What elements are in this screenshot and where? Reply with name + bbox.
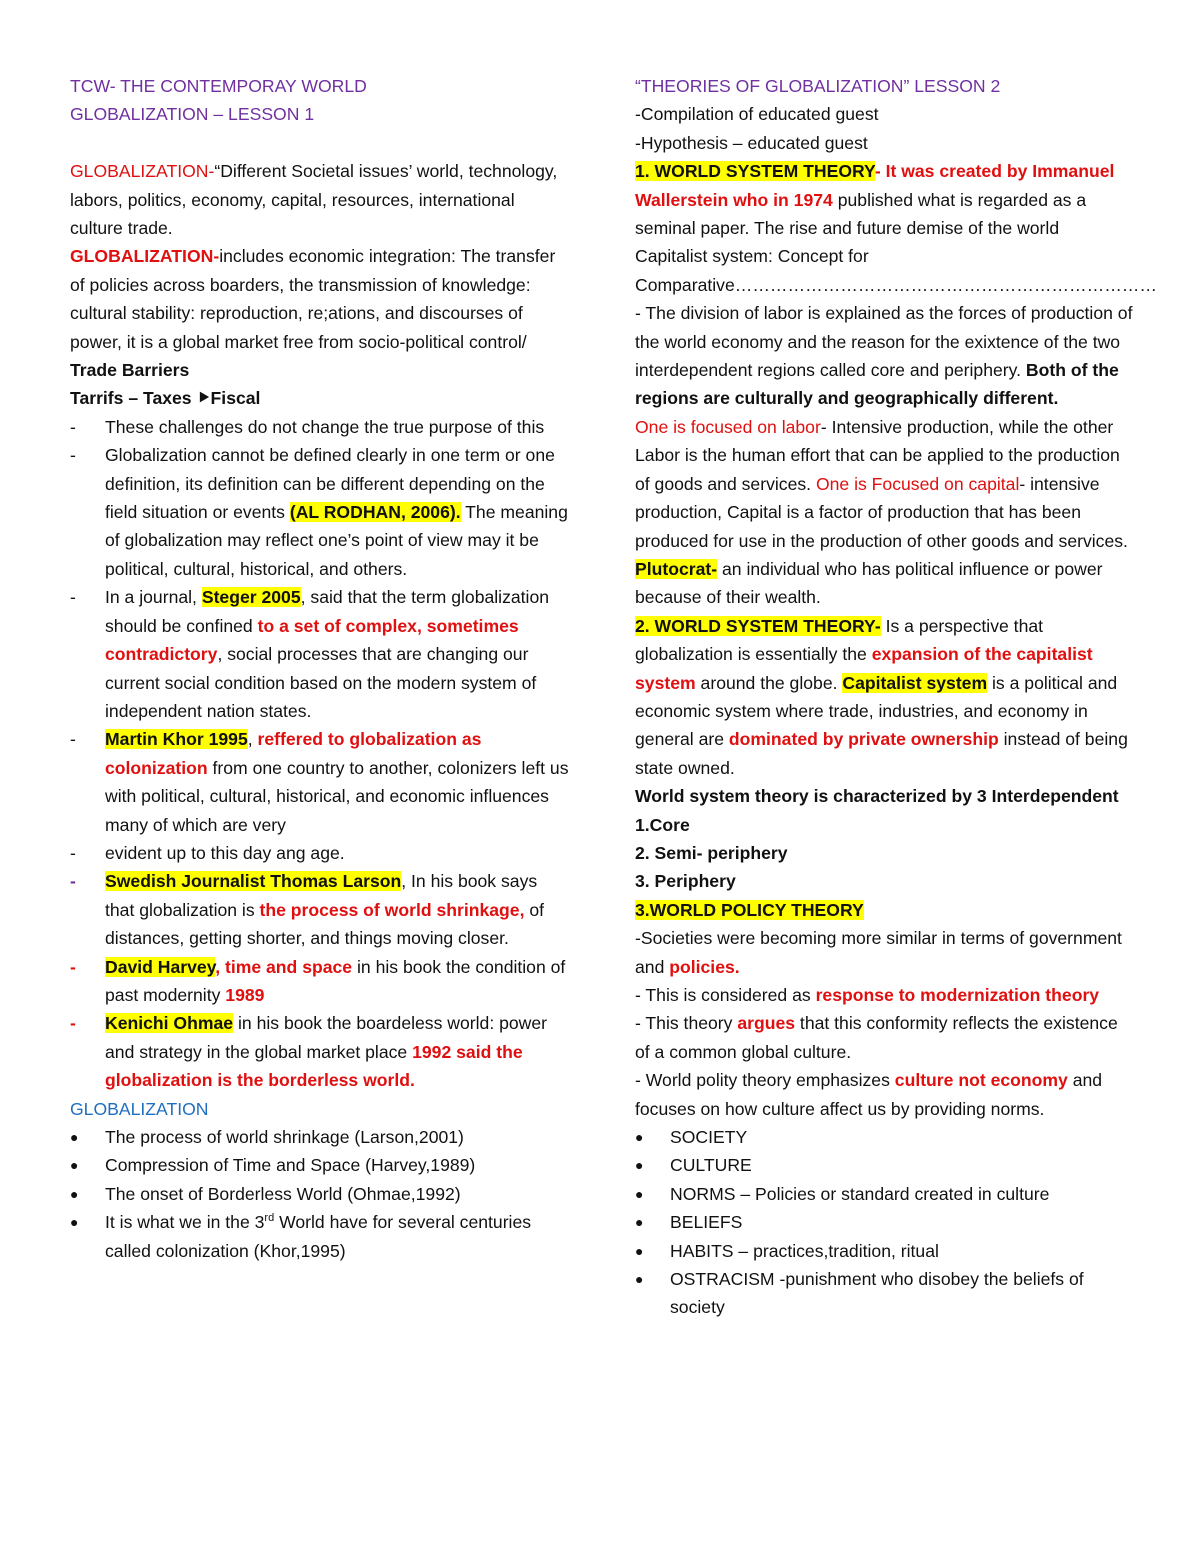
paragraph-text: that this conformity reflects the existence of a common global culture. — [635, 1013, 1118, 1062]
bullet-icon: ● — [70, 1129, 79, 1146]
dash-marker: - — [70, 1013, 76, 1034]
core-item: 1.Core — [635, 814, 690, 835]
semi-periphery-item: 2. Semi- periphery — [635, 842, 788, 863]
bullet-item-3 — [70, 1180, 570, 1208]
course-title: TCW- THE CONTEMPORAY WORLD — [70, 76, 367, 96]
definition-1 — [70, 157, 570, 242]
intro-line-2: -Hypothesis – educated guest — [635, 132, 868, 153]
dash-item-3 — [70, 583, 570, 725]
left-column — [70, 72, 570, 1265]
plutocrat-paragraph — [635, 555, 1135, 612]
citation-al-rodhan: (AL RODHAN, 2006). — [289, 502, 461, 523]
paragraph-text: and focuses on how culture affect us by providing norms. — [635, 1070, 1103, 1119]
dash-item-text: , said that the term globalization should be confined — [105, 587, 550, 636]
capitalist-system-term: Capitalist system — [842, 672, 988, 693]
dash-item-text: These challenges do not change the true purpose of this — [105, 416, 545, 437]
theory-1-label: 1. WORLD SYSTEM THEORY — [635, 161, 875, 182]
theory-1-emphasis: - It was created by Immanuel Wallerstein who in 1974 — [635, 161, 1115, 210]
theory-3-line-2 — [635, 981, 1135, 1009]
theory-1-paragraph — [635, 157, 1157, 299]
globalization-heading: GLOBALIZATION — [70, 1098, 209, 1119]
paragraph-text: - The division of labor is explained as the forces of production of the world economy and the reason for the exixtence of the two interdependent regions called core and periphery. — [635, 303, 1133, 381]
bullet-icon: ● — [70, 1157, 79, 1174]
norms-bullet-6 — [635, 1265, 1135, 1322]
dash-item-text: The meaning of globalization may reflect one’s point of view may it be political, cultural, historical, and others. — [105, 502, 568, 579]
bullet-text: Compression of Time and Space (Harvey,1989) — [105, 1155, 476, 1176]
dash-marker: - — [70, 842, 76, 863]
theory-2-paragraph — [635, 612, 1135, 782]
bullet-text: SOCIETY — [670, 1127, 748, 1148]
citation-larson: Swedish Journalist Thomas Larson — [105, 871, 402, 892]
emphasis-text: policies. — [669, 956, 740, 977]
bullet-text: CULTURE — [670, 1155, 752, 1176]
capital-emphasis: One is Focused on capital — [815, 473, 1020, 494]
paragraph-text: - World polity theory emphasizes — [635, 1070, 895, 1091]
norms-bullet-1 — [635, 1123, 1135, 1151]
paragraph-text: - intensive production, Capital is a factor of production that has been produced for use in the production of other goods and services. — [635, 473, 1128, 551]
dash-item-text: in his book the boardeless world: power and strategy in the global market place — [105, 1013, 548, 1062]
norms-bullet-3 — [635, 1180, 1135, 1208]
characterized-heading: World system theory is characterized by 3 Interdependent — [635, 786, 1119, 807]
bullet-icon: ● — [70, 1214, 79, 1231]
periphery-item: 3. Periphery — [635, 871, 736, 892]
bullet-text: OSTRACISM -punishment who disobey the beliefs of society — [670, 1269, 1084, 1318]
theory-3-line-4 — [635, 1066, 1135, 1123]
dash-item-text: , — [247, 729, 258, 750]
paragraph-text: is a political and economic system where trade, industries, and economy in general are — [635, 672, 1118, 750]
theory-3-line-3 — [635, 1009, 1135, 1066]
dash-item-8 — [70, 1009, 570, 1094]
emphasis-text: the process of world shrinkage, — [259, 899, 525, 920]
emphasis-year: 1989 — [225, 984, 265, 1005]
dash-item-text: from one country to another, colonizers left us with political, cultural, historical, and economic influences many of which are very — [105, 757, 569, 835]
definition-2-label: GLOBALIZATION- — [70, 246, 220, 267]
paragraph-text: an individual who has political influence or power because of their wealth. — [635, 558, 1103, 608]
paragraph-text: Is a perspective that globalization is essentially the — [635, 615, 1044, 665]
labor-capital-paragraph — [635, 413, 1135, 555]
bullet-text: BELIEFS — [670, 1212, 743, 1233]
citation-steger: Steger 2005 — [201, 587, 301, 608]
dash-marker: - — [70, 587, 76, 608]
emphasis-text: response to modernization theory — [815, 985, 1100, 1005]
bullet-text: World have for several centuries called colonization (Khor,1995) — [105, 1212, 532, 1261]
norms-bullet-5 — [635, 1237, 1135, 1265]
citation-harvey: David Harvey — [105, 956, 216, 977]
dash-item-5 — [70, 839, 570, 867]
bullet-text: The process of world shrinkage (Larson,2001) — [105, 1127, 464, 1148]
dash-item-text: of distances, getting shorter, and things moving closer. — [105, 899, 545, 949]
trade-barriers-heading: Trade Barriers — [70, 360, 190, 381]
paragraph-text: - This is considered as — [635, 985, 816, 1005]
bullet-icon: ● — [635, 1214, 644, 1231]
intro-line-1: -Compilation of educated guest — [635, 104, 879, 125]
theory-2-label: 2. WORLD SYSTEM THEORY- — [635, 615, 881, 636]
paragraph-text: around the globe. — [695, 672, 843, 693]
dash-marker: - — [70, 956, 76, 977]
bold-statement: Both of the regions are culturally and geographically different. — [635, 360, 1119, 409]
dash-item-text: , social processes that are changing our current social condition based on the modern system of independent nation states. — [105, 644, 537, 721]
citation-khor: Martin Khor 1995 — [105, 729, 248, 750]
emphasis-text: 1992 said the globalization is the borderless world. — [105, 1041, 523, 1091]
theory-3-label: 3.WORLD POLICY THEORY — [635, 899, 864, 920]
dash-marker: - — [70, 871, 76, 892]
dash-item-text: In a journal, — [105, 587, 202, 608]
bullet-text: The onset of Borderless World (Ohmae,1992) — [105, 1183, 461, 1204]
theory-3-line-1 — [635, 924, 1135, 981]
superscript: rd — [264, 1212, 275, 1225]
bullet-icon: ● — [635, 1185, 644, 1202]
plutocrat-label: Plutocrat- — [635, 558, 718, 579]
bullet-icon: ● — [70, 1185, 79, 1202]
bullet-icon: ● — [635, 1271, 644, 1288]
definition-1-text: “Different Societal issues’ world, technology, labors, politics, economy, capital, resources, international culture trade. — [70, 161, 558, 239]
emphasis-text: argues — [737, 1013, 796, 1034]
emphasis-text: culture not economy — [894, 1070, 1068, 1091]
dash-item-text: Globalization cannot be defined clearly in one term or one definition, its definition can be different depending on the field situation or events — [105, 445, 555, 523]
dash-item-text: in his book the condition of past modernity — [105, 956, 566, 1005]
dash-item-text: , In his book says that globalization is — [105, 871, 538, 920]
emphasis-text: expansion of the capitalist system — [635, 644, 1093, 693]
bullet-icon: ● — [635, 1129, 644, 1146]
bullet-icon: ● — [635, 1242, 644, 1259]
bullet-item-1 — [70, 1123, 570, 1151]
emphasis-text: , time and space — [215, 956, 353, 977]
paragraph-text: -Societies were becoming more similar in terms of government and — [635, 928, 1122, 977]
definition-2 — [70, 242, 570, 356]
dash-item-7 — [70, 953, 570, 1010]
dash-item-6 — [70, 867, 570, 952]
dash-marker: - — [70, 416, 76, 437]
bullet-text: HABITS – practices,tradition, ritual — [670, 1240, 939, 1261]
paragraph-text: instead of being state owned. — [635, 729, 1128, 778]
emphasis-text: to a set of complex, sometimes contradictory — [105, 615, 519, 665]
bullet-item-4 — [70, 1208, 570, 1265]
lesson-2-title: “THEORIES OF GLOBALIZATION” LESSON 2 — [635, 76, 1001, 96]
dash-item-2 — [70, 441, 570, 583]
theory-3-heading — [635, 896, 1135, 924]
division-of-labor-paragraph — [635, 299, 1135, 413]
bullet-text: NORMS – Policies or standard created in culture — [670, 1183, 1050, 1204]
norms-bullet-2 — [635, 1151, 1135, 1179]
lesson-title: GLOBALIZATION – LESSON 1 — [70, 104, 315, 125]
tariffs-heading: Tarrifs – Taxes ⯈Fiscal — [70, 388, 261, 409]
bullet-icon: ● — [635, 1157, 644, 1174]
norms-bullet-4 — [635, 1208, 1135, 1236]
bullet-text: It is what we in the 3 — [105, 1212, 265, 1233]
paragraph-text: published what is regarded as a seminal paper. The rise and future demise of the world Capitalist system: Concept for Comparative……………………………………………………………… — [635, 189, 1157, 295]
dash-marker: - — [70, 729, 76, 750]
emphasis-text: reffered to globalization as colonization — [105, 729, 482, 778]
paragraph-text: - Intensive production, while the other Labor is the human effort that can be applied to the production of goods and services. — [635, 416, 1120, 494]
citation-ohmae: Kenichi Ohmae — [105, 1013, 234, 1034]
dash-item-1 — [70, 413, 570, 441]
paragraph-text: - This theory — [635, 1013, 738, 1034]
dash-marker: - — [70, 445, 76, 466]
dash-item-4 — [70, 725, 570, 839]
emphasis-text: dominated by private ownership — [728, 729, 999, 750]
definition-1-label: GLOBALIZATION- — [70, 161, 215, 182]
dash-item-text: evident up to this day ang age. — [105, 842, 345, 863]
labor-emphasis: One is focused on labor — [635, 416, 821, 437]
bullet-item-2 — [70, 1151, 570, 1179]
definition-2-text: includes economic integration: The transfer of policies across boarders, the transmission of knowledge: cultural stability: reproduction, re;ations, and discourses of power, it is a global market free from socio-political control/ — [70, 246, 556, 352]
right-column — [635, 72, 1157, 1322]
